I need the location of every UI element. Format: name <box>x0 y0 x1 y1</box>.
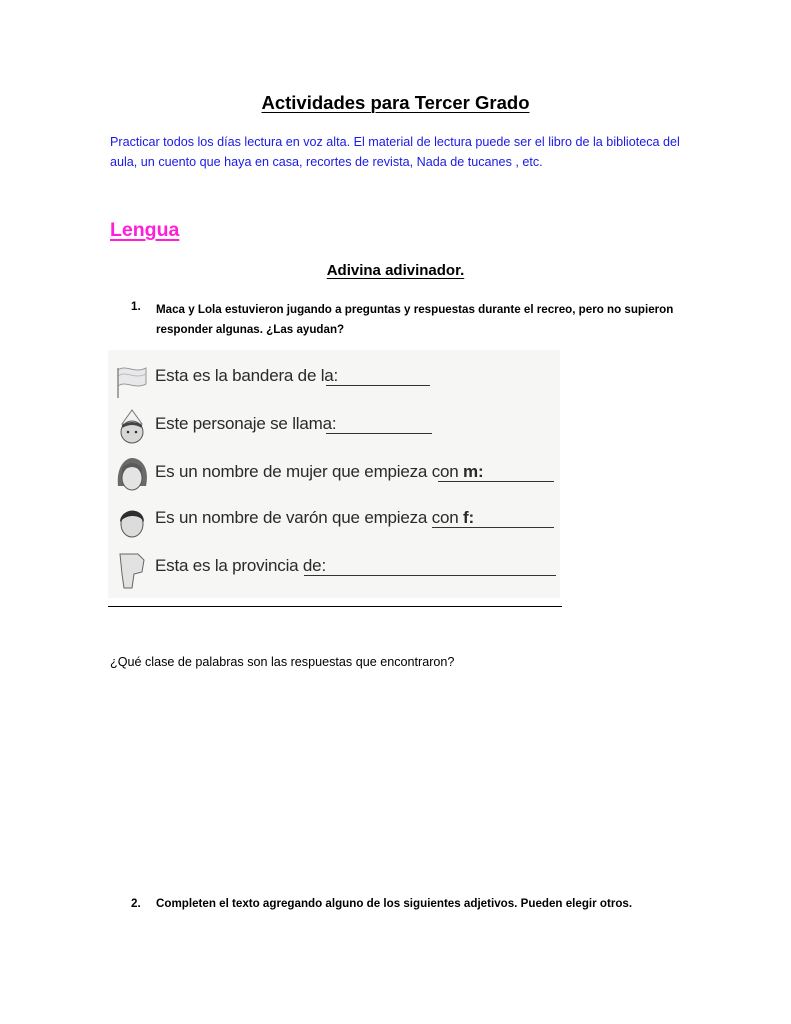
followup-question: ¿Qué clase de palabras son las respuestas que encontraron? <box>110 655 455 669</box>
riddle-scan <box>108 350 560 598</box>
riddle-letter: m <box>463 462 478 481</box>
riddle-row <box>108 548 560 592</box>
answer-blank <box>438 481 554 482</box>
item-2-instructions: Completen el texto agregando alguno de los siguientes adjetivos. Pueden elegir otros. <box>156 897 633 910</box>
girl-icon <box>114 456 150 496</box>
character-icon <box>114 408 150 448</box>
boy-icon <box>114 502 150 542</box>
riddle-row <box>108 454 560 498</box>
item-1-number: 1. <box>131 300 141 313</box>
riddle-row <box>108 358 560 402</box>
province-map-icon <box>114 550 150 590</box>
flag-icon <box>114 360 150 400</box>
riddle-text: Este personaje se llama: <box>155 414 337 433</box>
riddle-text: Es un nombre de mujer que empieza con m: <box>155 462 484 481</box>
intro-paragraph: Practicar todos los días lectura en voz alta. El material de lectura puede ser el libro de la biblioteca del aula, un cuento que haya en casa, recortes de revista, Nada de tucanes , etc. <box>110 135 680 169</box>
riddle-letter: f <box>463 508 469 527</box>
riddle-text: Esta es la provincia de: <box>155 556 326 575</box>
section-divider <box>108 606 562 607</box>
riddle-text: Esta es la bandera de la: <box>155 366 339 385</box>
item-2-number: 2. <box>131 897 141 910</box>
answer-blank <box>326 385 430 386</box>
answer-blank <box>304 575 556 576</box>
page-title: Actividades para Tercer Grado <box>261 92 530 113</box>
answer-blank <box>326 433 432 434</box>
answer-blank <box>432 527 554 528</box>
item-1-instructions: Maca y Lola estuvieron jugando a preguntas y respuestas durante el recreo, pero no supieron responder algunas. ¿Las ayudan? <box>156 303 674 336</box>
riddle-text: Es un nombre de varón que empieza con f: <box>155 508 474 527</box>
riddle-row <box>108 406 560 450</box>
section-heading: Lengua <box>110 219 180 241</box>
activity-subtitle: Adivina adivinador. <box>326 262 465 279</box>
riddle-row <box>108 500 560 544</box>
